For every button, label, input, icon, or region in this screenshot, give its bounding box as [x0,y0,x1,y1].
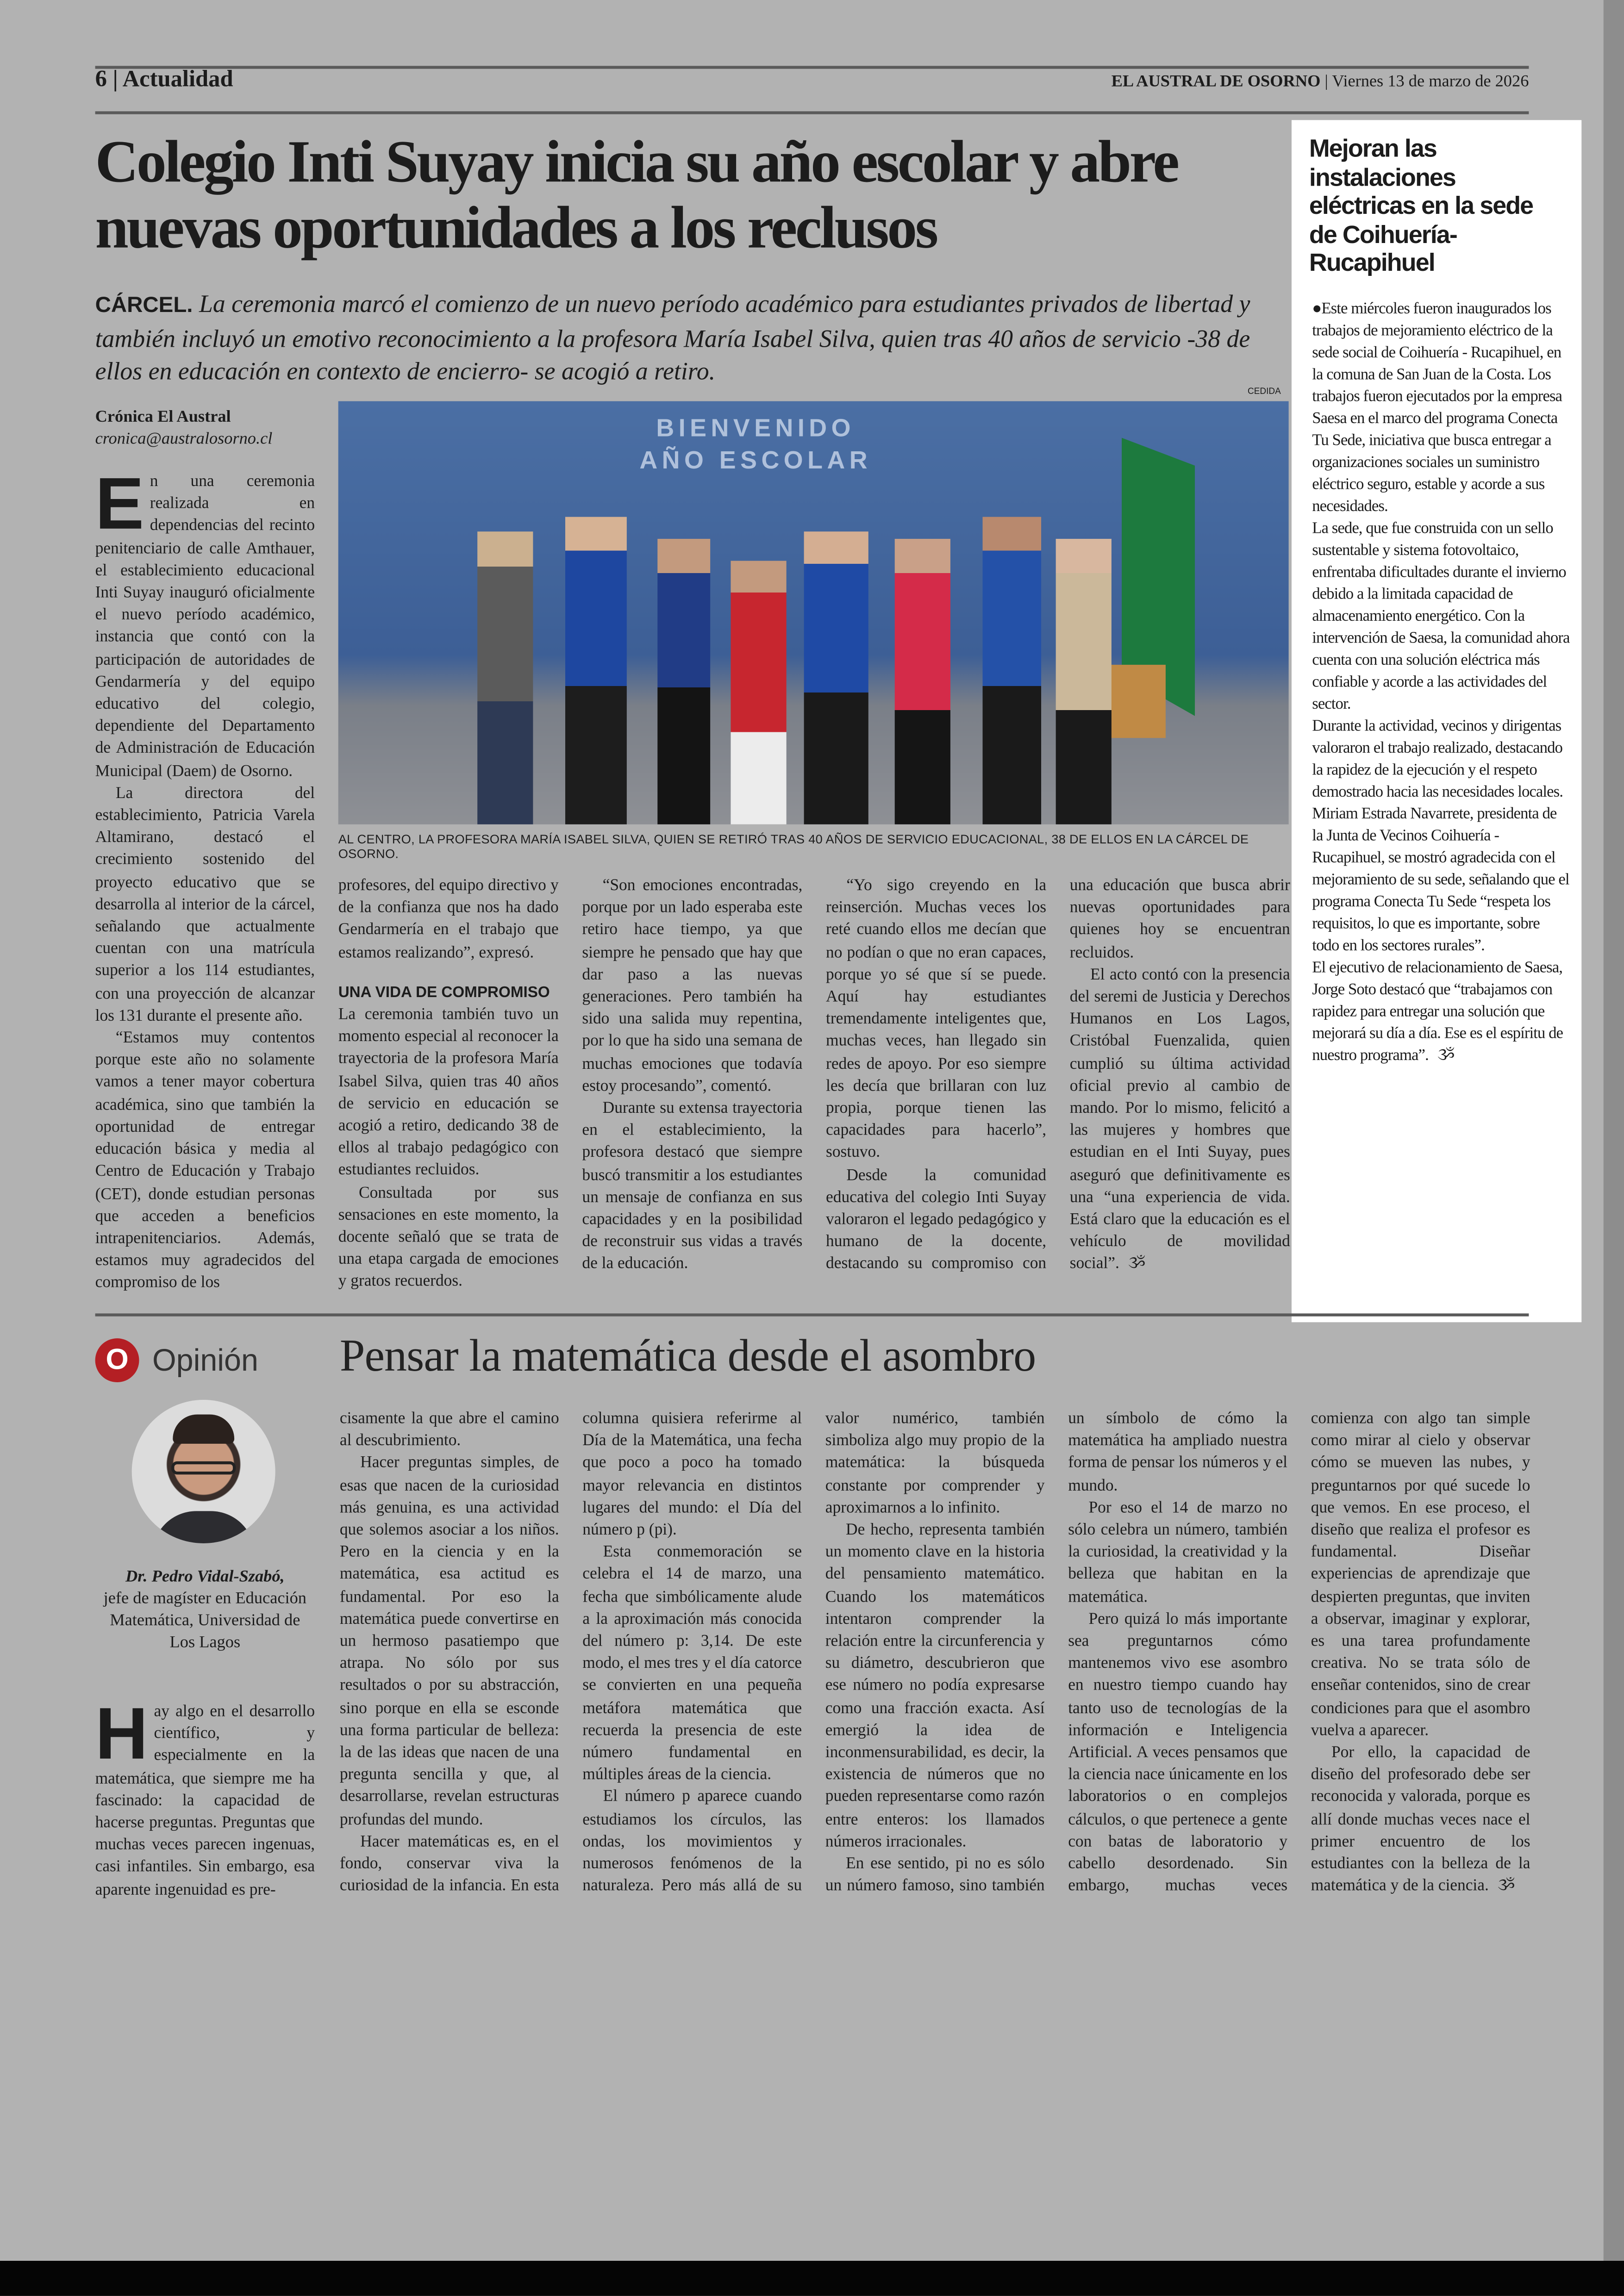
sidebar-brief [1292,120,1581,1322]
article-subhead: UNA VIDA DE COMPROMISO [338,984,550,1002]
article-paragraph: Durante su extensa trayectoria en el establecimiento, la profesora destacó que siempre buscó transmitir a los estudiantes un mensaje de confianza en sus capacidades y en la posibilidad de reconstruir sus vidas a través de la educación. [582,1099,803,1273]
person [983,517,1042,824]
masthead-date: EL AUSTRAL DE OSORNO | Viernes 13 de marzo de 2026 [1111,73,1529,91]
opinion-column-1: H ay algo en el desarrollo científico, y especialmente en la matemática, que siempre me ha fascinado: la capacidad de hacerse preguntas. Preguntas que muchas veces parecen ingenuas, casi infantiles. Sin embargo, esa aparente ingenuidad es pre- [95,1701,315,1899]
opinion-paragraph: cisamente la que abre el camino al descubrimiento. [339,1410,559,1450]
opinion-author-role: jefe de magíster en Educación Matemática, Universidad de Los Lagos [103,1590,306,1652]
article-paragraph: “Estamos muy contentos porque este año no solamente vamos a tener mayor cobertura académica, sino que también la oportunidad de entregar educación básica y media al Centro de Educación y Trabajo (CET), donde estudian personas que acceden a beneficios intrapenitenciarios. Además, estamos muy agradecidos del compromiso de los [95,1029,315,1292]
author-name: Crónica El Austral [95,408,231,426]
opinion-paragraph: Por ello, la capacidad de diseño del profesorado debe ser reconocida y valorada, porque es allí donde muchas veces nace el primer encuentro de los estudiantes con la belleza de la matemática y de la ciencia. ૐ [1311,1744,1530,1896]
opinion-paragraph: El número p aparece cuando estudiamos los círculos, las ondas, los movimientos y numerosos fenómenos de la naturaleza. Pero más allá de su valor numérico, también simboliza algo muy propio de la matemática: la búsqueda constante por comprender y aproximarnos a lo infinito. [582,1410,1045,1896]
photo-credit: CEDIDA [1248,388,1281,397]
article-paragraph: “Yo sigo creyendo en la reinserción. Muchas veces los reté cuando ellos me decían que no podían o que no eran capaces, porque yo sé que sí se puede. Aquí hay estudiantes tremendamente inteligentes que, muchas veces, han llegado sin redes de apoyo. Por eso siempre les decía que brillaran con luz propia, porque tienen las capacidades para hacerlo”, sostuvo. [826,877,1047,1162]
sidebar-paragraph: El ejecutivo de relacionamiento de Saesa, Jorge Soto destacó que “trabajamos con rapidez para entregar una solución que mejorará su día a día. Ese es el espíritu de nuestro programa”. ૐ [1312,958,1563,1064]
newspaper-name: EL AUSTRAL DE OSORNO [1111,73,1321,91]
opinion-paragraph: Hacer preguntas simples, de esas que nacen de la curiosidad más genuina, es una actividad que solemos asociar a los niños. Pero en la ciencia y en la matemática, esa actitud es fundamental. Por eso la matemática puede convertirse en un hermoso pasatiempo que atrapa. No sólo por sus resultados o por su abstracción, sino porque en ella se esconde una forma particular de belleza: la de las ideas que nacen de una pregunta sencilla y que, al desarrollarse, revelan estructuras profundas del mundo. [339,1454,559,1828]
opinion-paragraph: Por eso el 14 de marzo no sólo celebra un número, también la curiosidad, la creatividad y la belleza que habitan en la matemática. [1068,1499,1288,1606]
drop-cap: E [95,471,144,545]
drop-cap: H [95,1701,148,1775]
article-paragraph: Consultada por sus sensaciones en este momento, la docente señaló que se trata de una etapa cargada de emociones y gratos recuerdos. [338,1184,559,1291]
end-mark-icon: ૐ [1128,1255,1146,1273]
article-paragraph: Desde la comunidad educativa del colegio Inti Suyay valoraron el legado pedagógico y humano de la docente, destacando su compromiso con una educación que busca abrir nuevas oportunidades para quienes hoy se encuentran recluidos. [826,877,1290,1273]
opinion-badge-icon: O [95,1338,139,1382]
podium [1107,665,1166,738]
section-header: 6 | Actualidad [95,67,233,93]
opinion-columns [340,1409,1530,1906]
article-paragraph: El acto contó con la presencia del seremi de Justicia y Derechos Humanos en Los Lagos, Cristóbal Fuenzalida, quien cumplió su última actividad oficial previo al cambio de mando. Por lo mismo, felicitó a las mujeres y hombres que estudian en el Inti Suyay, pues aseguró que definitivamente es una “una experiencia de vida. Está claro que la educación es el vehículo de movilidad social”. ૐ [1069,966,1290,1273]
dek-text: La ceremonia marcó el comienzo de un nuevo período académico para estudiantes privados de libertad y también incluyó un emotivo reconocimiento a la profesora María Isabel Silva, quien tras 40 años de servicio -38 de ellos en educación en contexto de encierro- se acogió a retiro. [95,290,1250,385]
article-column-1 [95,472,315,1306]
article-paragraph: La ceremonia también tuvo un momento especial al reconocer la trayectoria de la profesora María Isabel Silva, quien tras 40 años de servicio en educación se acogió a retiro, dedicando 38 de ellos al trabajo pedagógico con estudiantes recluidos. [338,1006,559,1179]
ceremony-photo [338,401,1289,824]
header-rule [95,111,1529,114]
opinion-paragraph: En ese sentido, pi no es sólo un número famoso, sino también un símbolo de cómo la matemática ha ampliado nuestra forma de pensar los números y el mundo. [825,1410,1288,1896]
author-email[interactable]: cronica@australosorno.cl [95,430,273,448]
bottom-bar [0,2261,1624,2296]
byline [95,407,273,451]
opinion-paragraph: Pero quizá lo más importante sea preguntarnos cómo mantenemos vivo ese asombro en nuestro tiempo cuando hay tanto uso de tecnologías de la información e Inteligencia Artificial. A veces pensamos que la ciencia nace únicamente en los laboratorios o en complejos cálculos, o que pertenece a gente con batas de laboratorio y cabello desordenado. Sin embargo, muchas veces comienza con algo tan simple como mirar al cielo y observar cómo se mueven las nubes, y preguntarnos por qué sucede lo que vemos. En ese proceso, el diseño que realiza el profesor es fundamental. Diseñar experiencias de aprendizaje que despierten preguntas, que inviten a observar, imaginar y explorar, es una tarea profundamente creativa. No se trata sólo de enseñar contenidos, sino de crear condiciones para que el asombro vuelva a aparecer. [1068,1410,1530,1896]
opinion-label: Opinión [152,1344,258,1378]
opinion-paragraph: De hecho, representa también un momento clave en la historia del pensamiento matemático. Cuando los matemáticos intentaron comprender la relación entre la circunferencia y su diámetro, descubrieron que ese número no podía expresarse como una fracción exacta. Así emergió la idea de inconmensurabilidad, es decir, la existencia de números que no pueden representarse como razón entre enteros: los llamados números irracionales. [825,1521,1045,1851]
person [477,531,533,824]
article-dek [95,288,1281,389]
issue-date: Viernes 13 de marzo de 2026 [1332,73,1529,91]
main-headline: Colegio Inti Suyay inicia su año escolar y abre nuevas oportunidades a los reclusos [95,127,1178,261]
glasses-icon [171,1461,236,1474]
section-name: Actualidad [122,67,233,93]
photo-banner: BIENVENIDO AÑO ESCOLAR [639,414,872,474]
end-mark-icon: ૐ [1437,1046,1455,1064]
photo-caption: AL CENTRO, LA PROFESORA MARÍA ISABEL SILVA, QUIEN SE RETIRÓ TRAS 40 AÑOS DE SERVICIO EDUCACIONAL, 38 DE ELLOS EN LA CÁRCEL DE OSORNO. [338,831,1249,861]
article-paragraph: La directora del establecimiento, Patricia Varela Altamirano, destacó el crecimiento sostenido del proyecto educativo que se desarrolla al interior de la cárcel, señalando que actualmente cuentan con una matrícula superior a los 114 estudiantes, con una proyección de alcanzar los 131 durante el presente año. [95,784,315,1025]
end-mark-icon: ૐ [1497,1878,1515,1896]
top-rule [95,66,1529,69]
person [565,517,627,824]
opinion-title: Pensar la matemática desde el asombro [339,1329,1036,1381]
author-avatar [132,1400,275,1543]
person [657,539,710,824]
person [804,531,868,824]
honoree [731,561,786,824]
opinion-paragraph: Esta conmemoración se celebra el 14 de marzo, una fecha que simbólicamente alude a la aproximación más conocida del número p: 3,14. De este modo, el mes tres y el día catorce se convierten en una pequeña metáfora matemática que recuerda la presencia de este número fundamental en múltiples áreas de la ciencia. [582,1543,802,1784]
article-paragraph: “Son emociones encontradas, porque por un lado esperaba este retiro hace tiempo, ya que siempre he pensado que hay que dar paso a las nuevas generaciones. Pero también ha sido una salida muy repentina, por lo que ha sido una semana de muchas emociones que todavía estoy procesando”, comentó. [582,877,803,1095]
bullet-icon: ● [1312,299,1322,317]
opinion-rule [95,1313,1529,1316]
sidebar-paragraph: ●Este miércoles fueron inaugurados los trabajos de mejoramiento eléctrico de la sede social de Coihuería - Rucapihuel, en la comuna de San Juan de la Costa. Los trabajos fueron ejecutados por la empresa Saesa en el marco del programa Conecta Tu Sede, iniciativa que busca entregar a organizaciones sociales un suministro eléctrico seguro, estable y acorde a sus necesidades. [1312,299,1562,515]
person [1056,539,1112,824]
sidebar-paragraph: La sede, que fue construida con un sello sustentable y sistema fotovoltaico, enfrentaba dificultades durante el invierno debido a la limitada capacidad de almacenamiento energético. Con la intervención de Saesa, la comunidad ahora cuenta con una solución eléctrica más confiable y acorde a las actividades del sector. [1312,519,1570,712]
opinion-author [95,1567,315,1655]
article-paragraph: profesores, del equipo directivo y de la confianza que nos ha dado Gendarmería en el trabajo que estamos realizando”, expresó. [338,877,559,961]
article-columns [338,876,1290,1304]
page-edge [1604,0,1624,2296]
sidebar-paragraph: Durante la actividad, vecinos y dirigentas valoraron el trabajo realizado, destacando la rapidez de la ejecución y el respeto demostrado hacia las necesidades locales. [1312,717,1563,800]
sidebar-title: Mejoran las instalaciones eléctricas en la sede de Coihuería-Rucapihuel [1309,135,1533,277]
sidebar-body [1312,298,1570,1067]
opinion-author-name: Dr. Pedro Vidal-Szabó, [125,1568,285,1586]
sidebar-paragraph: Miriam Estrada Navarrete, presidenta de la Junta de Vecinos Coihuería - Rucapihuel, se mostró agradecida con el mejoramiento de su sede, señalando que el programa Conecta Tu Sede “respeta los requisitos, lo que es importante, sobre todo en los sectores rurales”. [1312,805,1569,954]
opinion-paragraph: Hacer matemáticas es, en el fondo, conservar viva la curiosidad de la infancia. En esta columna quisiera referirme al Día de la Matemática, una fecha que poco a poco ha tomado mayor relevancia en distintos lugares del mundo: el Día del número p (pi). [339,1410,802,1896]
article-paragraph: E n una ceremonia realizada en dependencias del recinto penitenciario de calle Amthauer, el establecimiento educacional Inti Suyay inauguró oficialmente el nuevo período académico, instancia que contó con la participación de autoridades de Gendarmería y del equipo educativo del colegio, dependiente del Departamento de Administración de Educación Municipal (Daem) de Osorno. [95,471,315,780]
person [895,539,950,824]
page-number: 6 [95,67,107,93]
dek-kicker: CÁRCEL. [95,293,193,318]
